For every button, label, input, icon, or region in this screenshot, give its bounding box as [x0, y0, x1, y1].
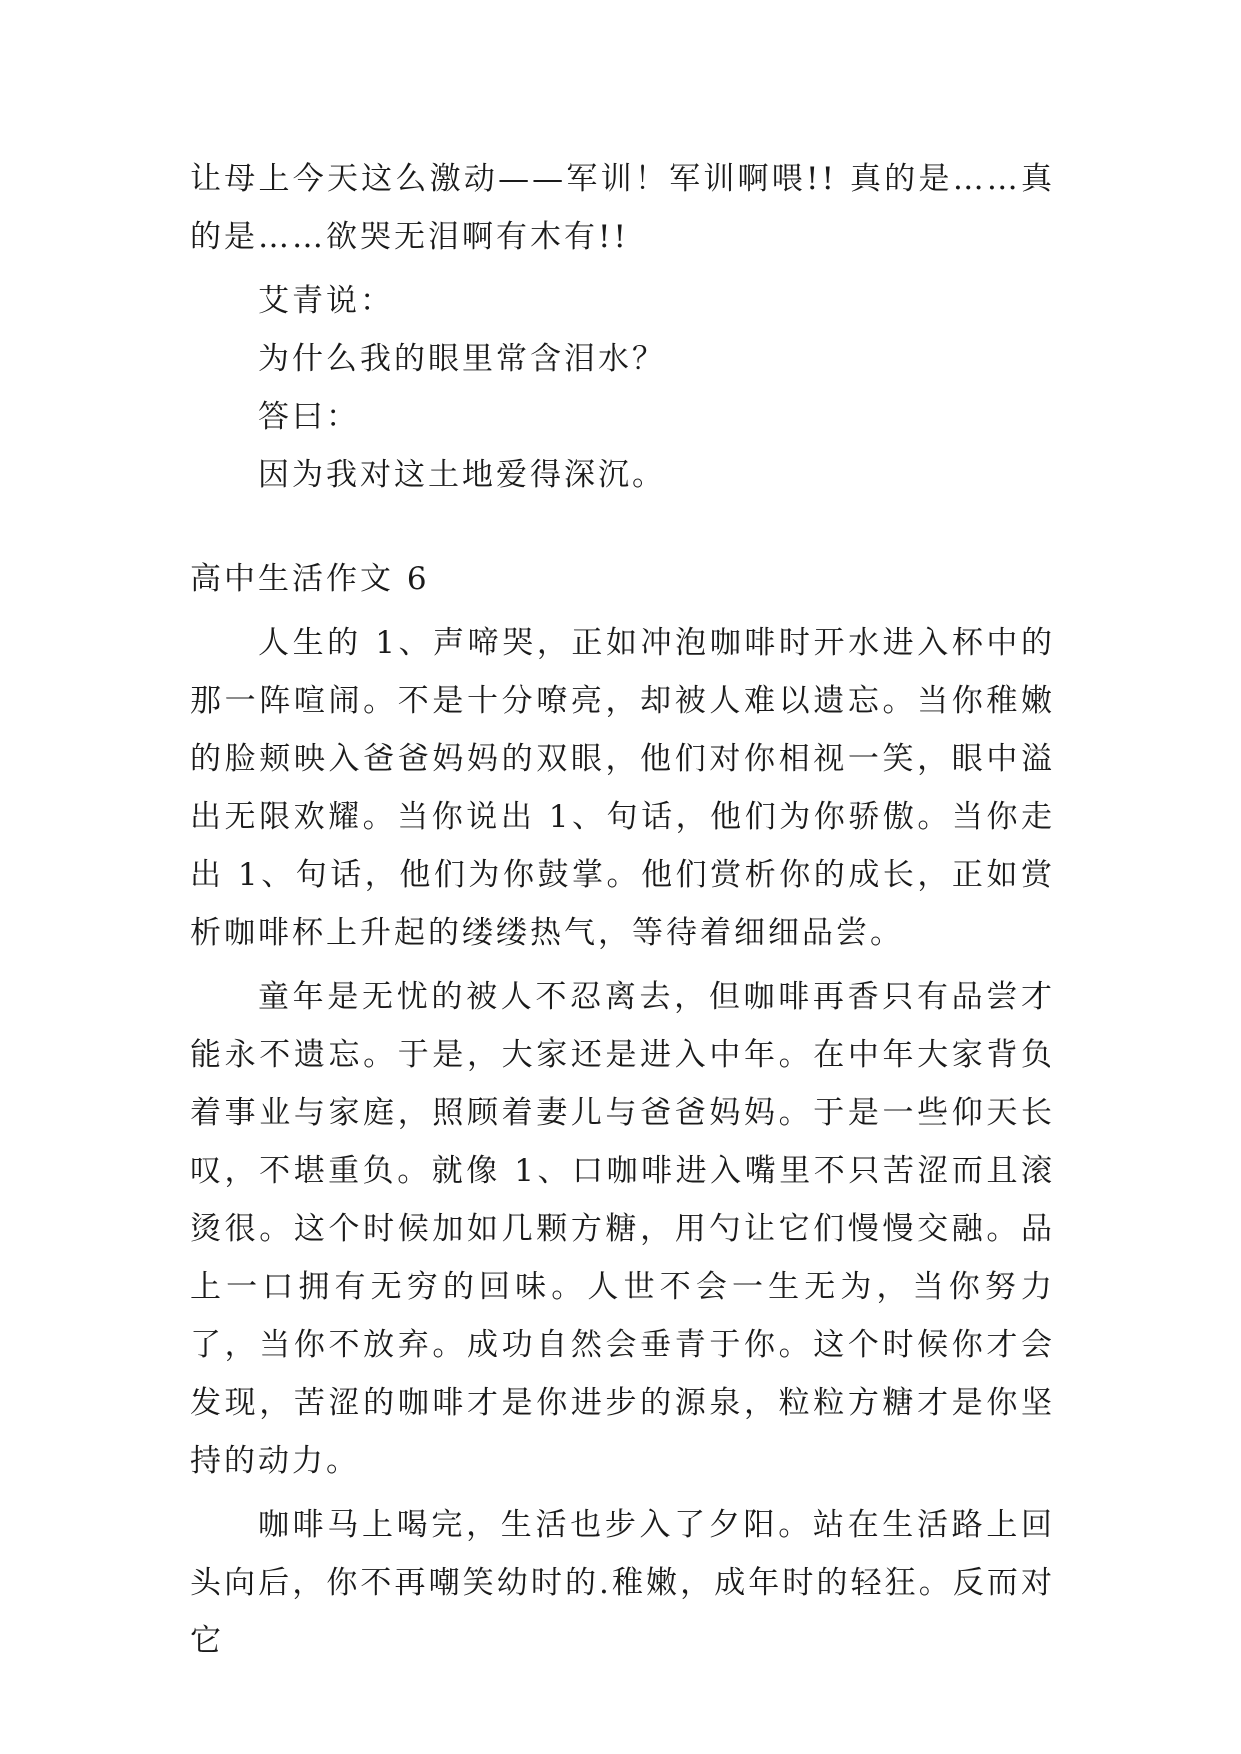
- quote-line-4: 因为我对这土地爱得深沉。: [258, 457, 666, 493]
- body-paragraph-1: 人生的 1、声啼哭，正如冲泡咖啡时开水进入杯中的那一阵喧闹。不是十分嘹亮，却被人难以遗忘。当你稚嫩的脸颊映入爸爸妈妈的双眼，他们对你相视一笑，眼中溢出无限欢耀。当你说出 1、句话，他们为你骄傲。当你走出 1、句话，他们为你鼓掌。他们赏析你的成长，正如赏析咖啡杯上升起的缕缕热气，等待着细细品尝。: [190, 625, 1055, 951]
- body-paragraph-2: 童年是无忧的被人不忍离去，但咖啡再香只有品尝才能永不遗忘。于是，大家还是进入中年。在中年大家背负着事业与家庭，照顾着妻儿与爸爸妈妈。于是一些仰天长叹，不堪重负。就像 1、口咖啡进入嘴里不只苦涩而且滚烫很。这个时候加如几颗方糖，用勺让它们慢慢交融。品上一口拥有无穷的回味。人世不会一生无为，当你努力了，当你不放弃。成功自然会垂青于你。这个时候你才会发现，苦涩的咖啡才是你进步的源泉，粒粒方糖才是你坚持的动力。: [190, 979, 1055, 1479]
- body-paragraph-3: 咖啡马上喝完，生活也步入了夕阳。站在生活路上回头向后，你不再嘲笑幼时的.稚嫩，成年时的轻狂。反而对它: [190, 1507, 1055, 1659]
- paragraph-continuation: 让母上今天这么激动——军训！军训啊喂!! 真的是……真的是……欲哭无泪啊有木有!!: [190, 161, 1055, 255]
- quote-line-2: 为什么我的眼里常含泪水？: [258, 341, 666, 377]
- quote-line-3: 答曰：: [258, 399, 360, 435]
- document-body: [190, 150, 1055, 1670]
- quote-line-1: 艾青说：: [258, 283, 394, 319]
- section-title: 高中生活作文 6: [190, 561, 430, 597]
